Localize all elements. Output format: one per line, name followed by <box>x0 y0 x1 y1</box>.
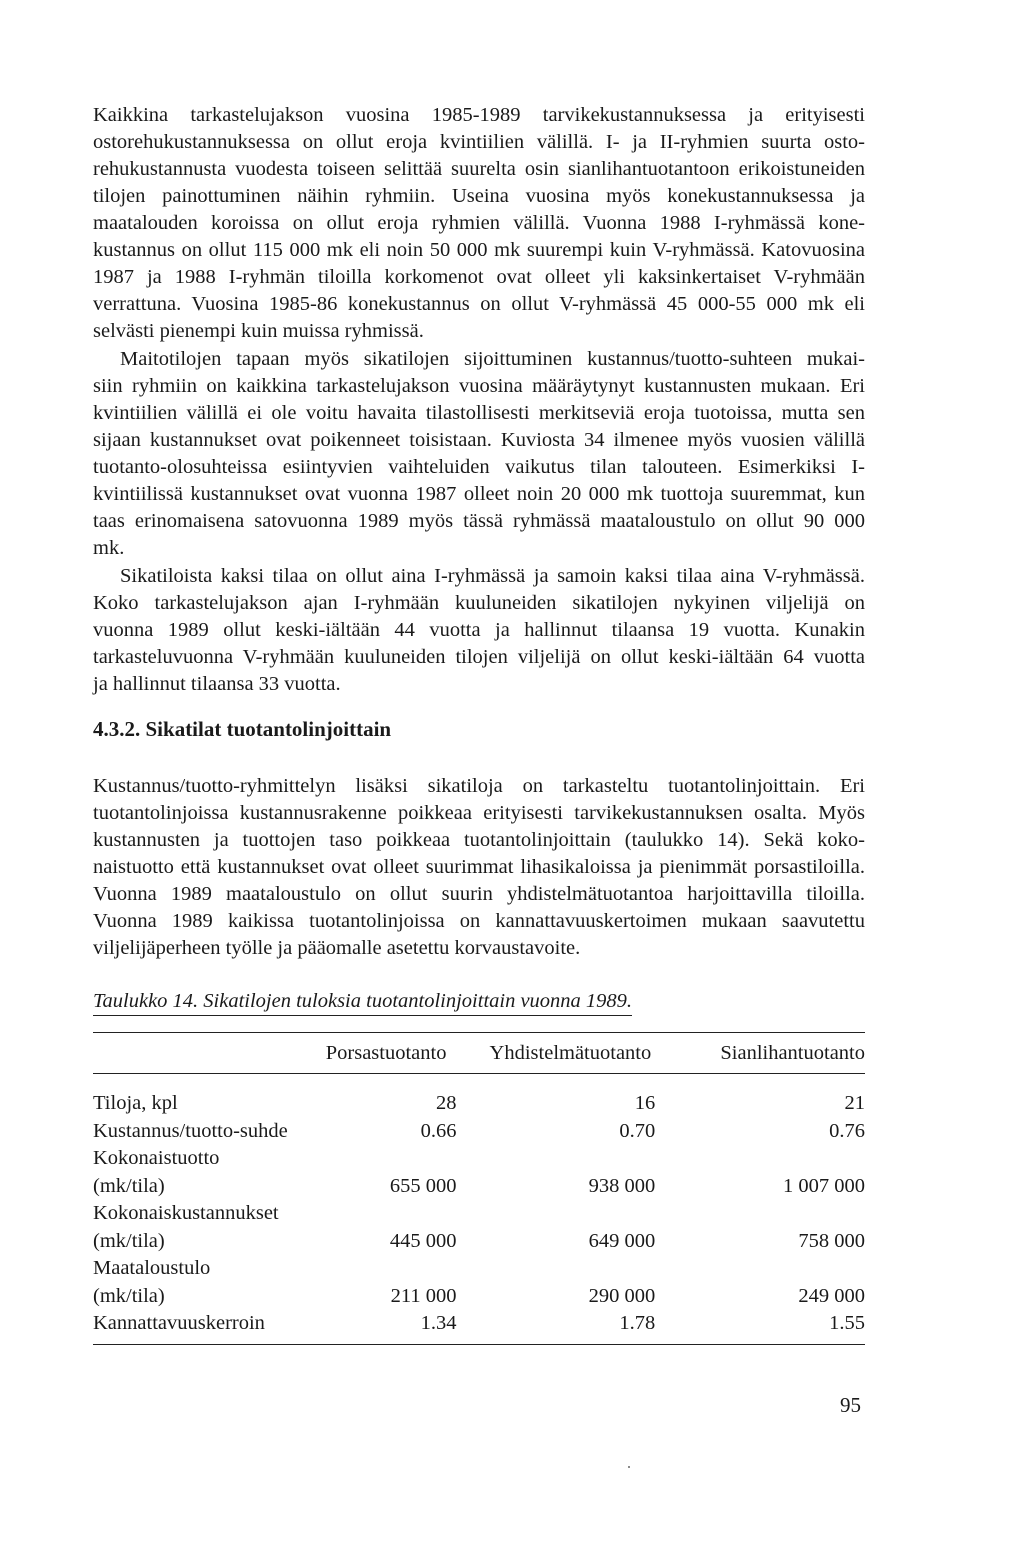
table-caption: Taulukko 14. Sikatilojen tuloksia tuotantolinjoittain vuonna 1989. <box>93 990 632 1016</box>
column-header: Porsastuotanto <box>325 1042 447 1064</box>
paragraph-2 <box>93 346 865 562</box>
text-line: Koko tarkastelujakson ajan I-ryhmään kuuluneiden sikatilojen nykyinen viljelijä on <box>93 592 865 614</box>
text-line: Vuonna 1989 kaikissa tuotantolinjoissa on kannattavuuskertoimen mukaan saavutettu <box>93 910 865 932</box>
table-cell: 758 000 <box>798 1229 865 1252</box>
text-line: kvintiilien välillä ei ole voitu havaita tilastollisesti merkitseviä eroja tuotoissa, mutta sen <box>93 402 865 424</box>
text-line: maatalouden koroissa on ollut eroja ryhmien välillä. Vuonna 1988 I-ryhmässä kone- <box>93 212 865 234</box>
row-label: Maataloustulo <box>93 1257 211 1279</box>
text-line: kvintiilissä kustannukset ovat vuonna 1987 olleet noin 20 000 mk tuottoja suuremmat, kun <box>93 483 865 505</box>
table-cell: 655 000 <box>389 1174 457 1197</box>
table-cell: 211 000 <box>390 1284 457 1307</box>
table-row <box>93 1145 865 1200</box>
text-line: Kaikkina tarkastelujakson vuosina 1985-1989 tarvikekustannuksessa ja erityisesti <box>93 104 865 126</box>
text-line: Sikatiloista kaksi tilaa on ollut aina I-ryhmässä ja samoin kaksi tilaa aina V-ryhmässä. <box>120 565 865 587</box>
text-line: tuotanto-olosuhteissa esiintyvien vaihteluiden vaikutus tilan talouteen. Esimerkiksi I- <box>93 456 865 478</box>
text-line: ostorehukustannuksessa on ollut eroja kvintiilien välillä. I- ja II-ryhmien suurta osto- <box>93 131 865 153</box>
table-cell: 0.66 <box>420 1119 457 1142</box>
table-row <box>93 1118 865 1146</box>
table-cell: 290 000 <box>588 1284 656 1307</box>
text-line: 1987 ja 1988 I-ryhmän tiloilla korkomenot ovat olleet yli kaksinkertaiset V-ryhmään <box>93 266 865 288</box>
table-cell: 649 000 <box>588 1229 656 1252</box>
row-sublabel: (mk/tila) <box>93 1174 165 1197</box>
paragraph-4 <box>93 773 865 962</box>
table-cell: 1.55 <box>829 1312 865 1334</box>
paragraph-3 <box>93 563 865 698</box>
text-line: Kustannus/tuotto-ryhmittelyn lisäksi sikatiloja on tarkasteltu tuotantolinjoittain. Eri <box>93 775 865 797</box>
row-label: Kannattavuuskerroin <box>93 1312 265 1334</box>
text-line: naistuotto että kustannukset ovat olleet suurimmat lihasikaloissa ja pienimmät porsastiloilla. <box>93 856 865 878</box>
table-cell: 16 <box>634 1092 656 1114</box>
page-number: 95 <box>840 1393 861 1417</box>
text-line: selvästi pienempi kuin muissa ryhmissä. <box>93 320 424 342</box>
column-header: Yhdistelmätuotanto <box>489 1042 652 1064</box>
section-heading: 4.3.2. Sikatilat tuotantolinjoittain <box>93 717 392 741</box>
table-cell: 0.70 <box>619 1119 656 1142</box>
text-line: tarkasteluvuonna V-ryhmään kuuluneiden tilojen viljelijä on ollut keski-iältään 64 vuotta <box>93 646 865 668</box>
table-cell: 938 000 <box>588 1174 656 1197</box>
table-row <box>93 1310 865 1338</box>
table-cell: 249 000 <box>798 1284 865 1307</box>
text-line: tilojen painottuminen näihin ryhmiin. Useina vuosina myös konekustannuksessa ja <box>93 185 865 207</box>
header-empty <box>93 1040 321 1070</box>
text-line: tuotantolinjoissa kustannusrakenne poikkeaa erityisesti tarvikekustannuksen osalta. Myös <box>93 802 865 824</box>
table-top-rule <box>93 1032 865 1033</box>
text-line: sijaan kustannukset ovat poikenneet toisistaan. Kuviosta 34 ilmenee myös vuosien välillä <box>93 429 865 451</box>
table-cell: 0.76 <box>829 1119 865 1142</box>
row-label: Kokonaiskustannukset <box>93 1202 279 1224</box>
row-label: Kokonaistuotto <box>93 1147 220 1169</box>
row-sublabel: (mk/tila) <box>93 1229 165 1252</box>
text-line: mk. <box>93 537 125 559</box>
table-bottom-rule <box>93 1344 865 1345</box>
scan-speck <box>628 1466 630 1468</box>
table-row <box>93 1200 865 1255</box>
table-cell: 1.34 <box>420 1312 457 1334</box>
row-label: Tiloja, kpl <box>93 1092 178 1114</box>
table-cell: 21 <box>844 1092 865 1114</box>
text-line: kustannusten ja tuottojen taso poikkeaa tuotantolinjoittain (taulukko 14). Sekä koko- <box>93 829 865 851</box>
results-table <box>93 1040 865 1338</box>
text-line: Maitotilojen tapaan myös sikatilojen sijoittuminen kustannus/tuotto-suhteen mukai- <box>120 348 865 370</box>
table-cell: 445 000 <box>389 1229 457 1252</box>
text-line: siin ryhmiin on kaikkina tarkastelujakson vuosina määräytynyt kustannusten mukaan. Eri <box>93 375 865 397</box>
row-sublabel: (mk/tila) <box>93 1284 165 1307</box>
table-cell: 28 <box>435 1092 457 1114</box>
table-row <box>93 1255 865 1310</box>
text-line: taas erinomaisena satovuonna 1989 myös tässä ryhmässä maataloustulo on ollut 90 000 <box>93 510 865 532</box>
text-line: ja hallinnut tilaansa 33 vuotta. <box>93 673 341 695</box>
text-line: rehukustannusta vuodesta toiseen selittää suurelta osin sianlihantuotantoon erikoistuneiden <box>93 158 865 180</box>
text-line: viljelijäperheen työlle ja pääomalle asetettu korvaustavoite. <box>93 937 581 959</box>
text-line: Vuonna 1989 maataloustulo on ollut suurin yhdistelmätuotantoa harjoittavilla tiloilla. <box>93 883 865 905</box>
text-line: kustannus on ollut 115 000 mk eli noin 50 000 mk suurempi kuin V-ryhmässä. Katovuosina <box>93 239 865 261</box>
table-row <box>93 1090 865 1118</box>
text-line: vuonna 1989 ollut keski-iältään 44 vuotta ja hallinnut tilaansa 19 vuotta. Kunakin <box>93 619 865 641</box>
text-line: verrattuna. Vuosina 1985-86 konekustannus on ollut V-ryhmässä 45 000-55 000 mk eli <box>93 293 865 315</box>
paragraph-1 <box>93 102 865 345</box>
row-label: Kustannus/tuotto-suhde <box>93 1119 288 1142</box>
table-header-row <box>93 1040 865 1070</box>
table-cell: 1 007 000 <box>783 1174 865 1197</box>
column-header: Sianlihantuotanto <box>720 1042 865 1064</box>
table-cell: 1.78 <box>619 1312 656 1334</box>
